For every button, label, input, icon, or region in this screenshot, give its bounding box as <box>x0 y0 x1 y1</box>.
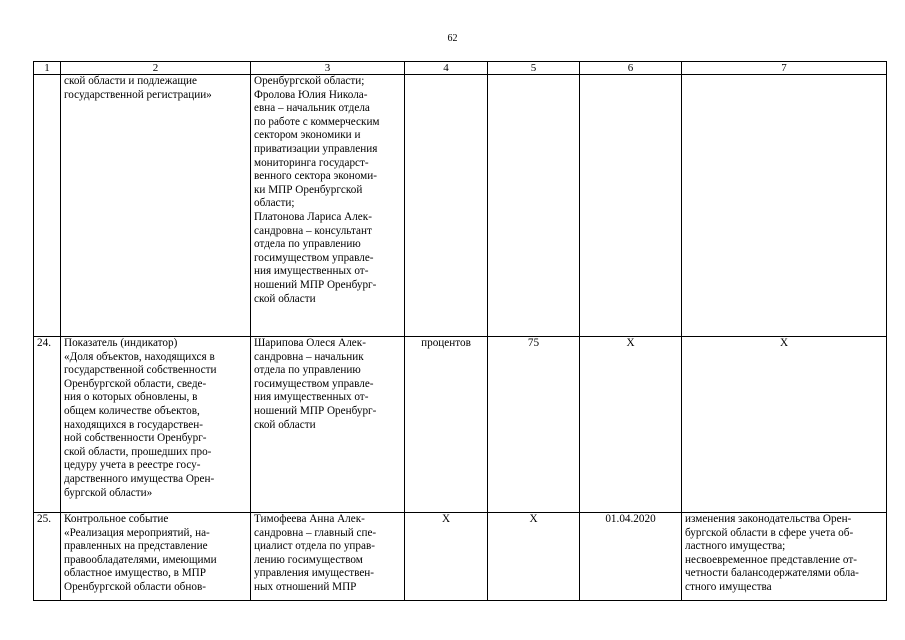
cell-text-line: ношений МПР Оренбург- <box>254 278 377 291</box>
cell-text-line: ластного имущества; <box>685 540 786 553</box>
column-header-7: 7 <box>682 62 887 75</box>
cell-col2 <box>61 75 251 337</box>
cell-text-line: сектором экономики и <box>254 129 361 142</box>
cell-col4 <box>405 75 488 337</box>
cell-text-line: Контрольное событие <box>64 513 169 525</box>
cell-text-line: приватизации управления <box>254 142 378 155</box>
cell-col6: 01.04.2020 <box>580 513 682 601</box>
cell-text-line: стного имущества <box>685 580 772 593</box>
cell-text-line: правообладателями, имеющими <box>64 553 217 566</box>
cell-text-line: ния имущественных от- <box>254 265 369 278</box>
page-number: 62 <box>447 33 458 44</box>
cell-col2 <box>61 513 251 601</box>
cell-col5 <box>488 75 580 337</box>
cell-text-line: ской области, прошедших про- <box>64 445 212 458</box>
cell-text-line: ной собственности Оренбург- <box>64 432 207 445</box>
cell-text-line: Тимофеева Анна Алек- <box>254 513 365 525</box>
cell-text-line: Оренбургской области обнов- <box>64 580 206 593</box>
cell-text-line: государственной собственности <box>64 364 217 377</box>
cell-text-line: «Реализация мероприятий, на- <box>64 526 210 539</box>
cell-text-line: сандровна – начальник <box>254 350 364 363</box>
column-header-1: 1 <box>34 62 61 75</box>
cell-text-line: сандровна – главный спе- <box>254 526 377 539</box>
table-row <box>34 513 887 601</box>
cell-col3 <box>251 513 405 601</box>
cell-num: 25. <box>34 513 61 601</box>
cell-text-line: ской области <box>254 418 316 431</box>
column-header-4: 4 <box>405 62 488 75</box>
cell-text-line: евна – начальник отдела <box>254 102 370 115</box>
cell-text-line: «Доля объектов, находящихся в <box>64 350 215 363</box>
cell-num: 24. <box>34 337 61 513</box>
column-header-6: 6 <box>580 62 682 75</box>
table-row <box>34 337 887 513</box>
cell-col5: 75 <box>488 337 580 513</box>
cell-col5: X <box>488 513 580 601</box>
cell-text-line: несвоевременное представление от- <box>685 553 857 566</box>
cell-text-line: ношений МПР Оренбург- <box>254 404 377 417</box>
cell-text-line: X <box>779 337 789 349</box>
cell-text-line: мониторинга государст- <box>254 156 369 169</box>
cell-text-line: управления имуществен- <box>254 567 375 580</box>
cell-text-line: областное имущество, в МПР <box>64 567 206 580</box>
cell-text-line: по работе с коммерческим <box>254 115 380 128</box>
cell-col7 <box>682 75 887 337</box>
cell-text-line: ской области <box>254 292 316 305</box>
cell-text-line: четности балансодержателями обла- <box>685 567 859 580</box>
cell-text-line: Шарипова Олеся Алек- <box>254 337 366 349</box>
cell-col4: процентов <box>405 337 488 513</box>
cell-text-line: Фролова Юлия Никола- <box>254 88 368 101</box>
cell-text-line: отдела по управлению <box>254 364 361 377</box>
table-row <box>34 75 887 337</box>
cell-text-line: находящихся в государствен- <box>64 418 203 431</box>
cell-text-line: бургской области в сфере учета об- <box>685 526 854 539</box>
cell-col4: X <box>405 513 488 601</box>
cell-text-line: ных отношений МПР <box>254 580 357 593</box>
column-header-5: 5 <box>488 62 580 75</box>
cell-text-line: Платонова Лариса Алек- <box>254 210 372 223</box>
table-header-row <box>34 62 887 75</box>
cell-col7 <box>682 513 887 601</box>
cell-text-line: Оренбургской области, сведе- <box>64 377 207 390</box>
document-table <box>33 61 887 601</box>
cell-text-line: Показатель (индикатор) <box>64 337 178 349</box>
cell-col3 <box>251 337 405 513</box>
cell-num <box>34 75 61 337</box>
cell-text-line: ния о которых обновлены, в <box>64 391 198 404</box>
cell-text-line: общем количестве объектов, <box>64 404 200 417</box>
cell-text-line: бургской области» <box>64 486 153 499</box>
cell-text-line: ки МПР Оренбургской <box>254 183 363 196</box>
cell-col2 <box>61 337 251 513</box>
cell-text-line: ской области и подлежащие <box>64 75 197 87</box>
cell-text-line: цедуру учета в реестре госу- <box>64 459 201 472</box>
cell-text-line: отдела по управлению <box>254 238 361 251</box>
cell-text-line: государственной регистрации» <box>64 88 212 101</box>
cell-text-line: ния имущественных от- <box>254 391 369 404</box>
cell-col6 <box>580 75 682 337</box>
cell-text-line: области; <box>254 197 295 210</box>
column-header-3: 3 <box>251 62 405 75</box>
cell-col6: X <box>580 337 682 513</box>
cell-text-line: правленных на представление <box>64 540 208 553</box>
cell-text-line: изменения законодательства Орен- <box>685 513 852 525</box>
cell-text-line: циалист отдела по управ- <box>254 540 375 553</box>
cell-text-line: сандровна – консультант <box>254 224 372 237</box>
cell-text-line: госимуществом управле- <box>254 377 374 390</box>
column-header-2: 2 <box>61 62 251 75</box>
cell-text-line: госимуществом управле- <box>254 251 374 264</box>
cell-text-line: Оренбургской области; <box>254 75 365 87</box>
cell-col7 <box>682 337 887 513</box>
cell-text-line: венного сектора экономи- <box>254 170 377 183</box>
cell-text-line: лению госимуществом <box>254 553 363 566</box>
cell-col3 <box>251 75 405 337</box>
cell-text-line: дарственного имущества Орен- <box>64 472 215 485</box>
